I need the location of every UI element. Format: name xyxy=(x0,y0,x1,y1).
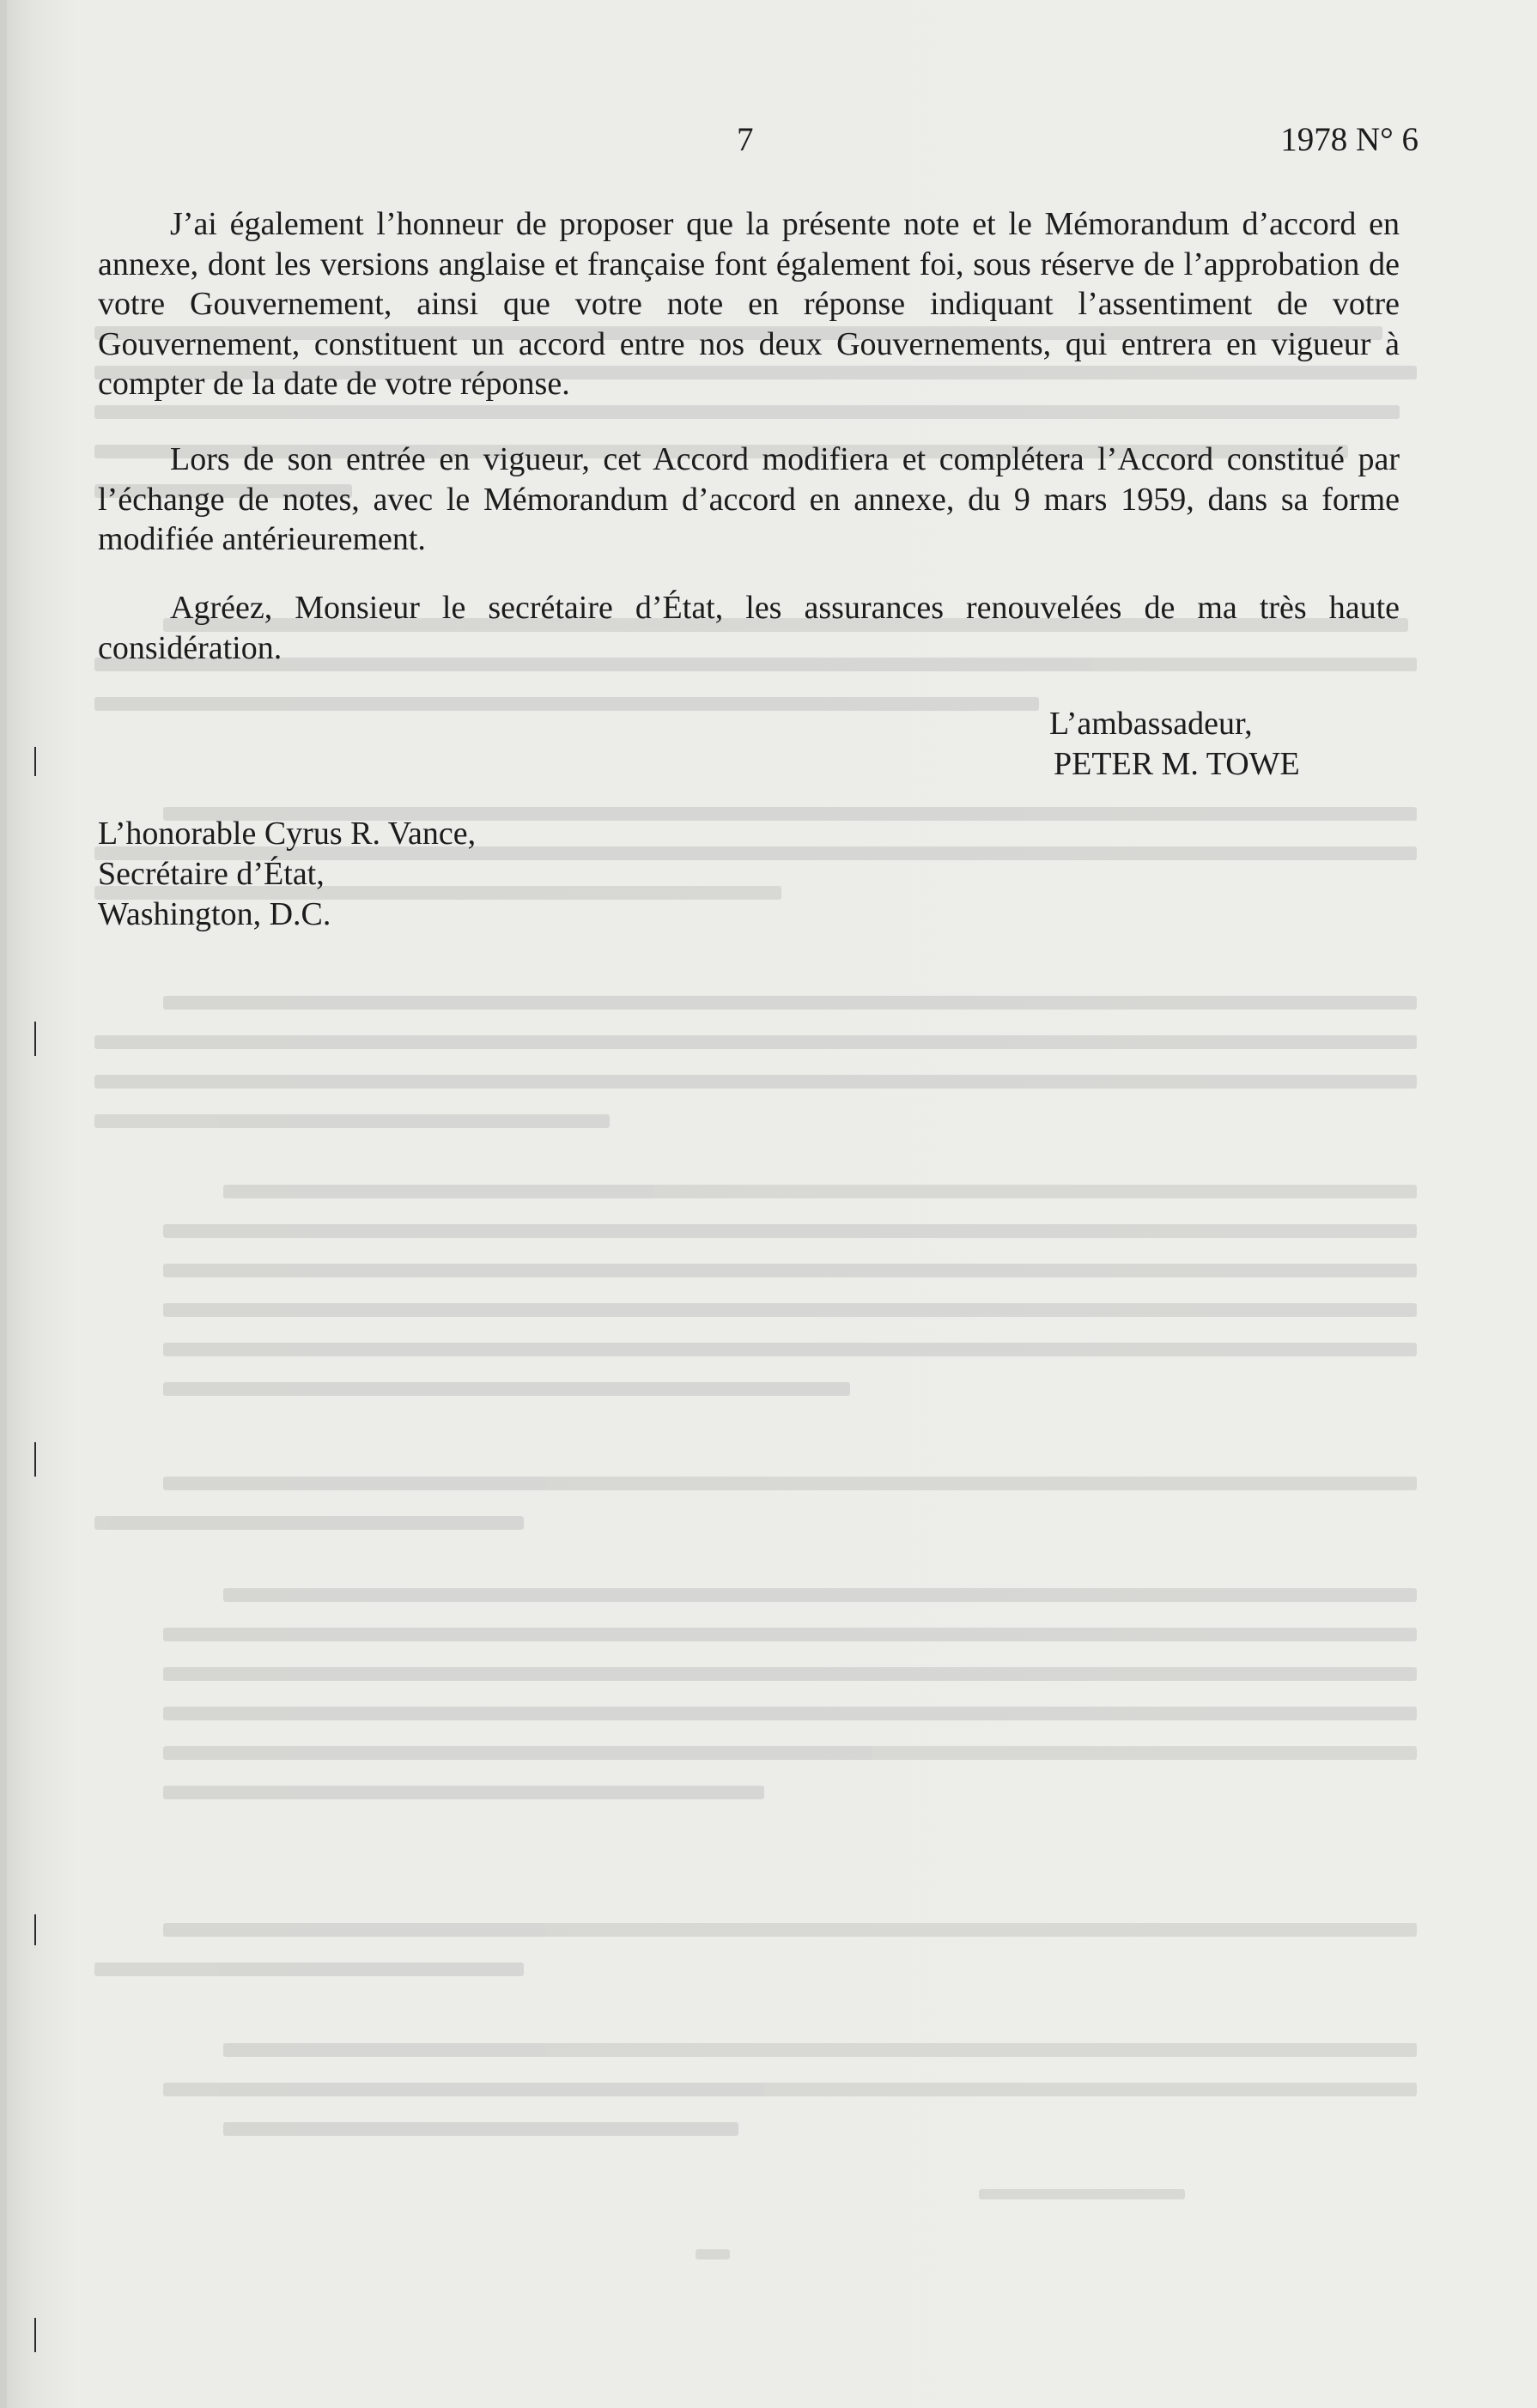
addressee-line: Washington, D.C. xyxy=(98,896,331,932)
binding-mark xyxy=(34,1914,36,1945)
paragraph-text: Lors de son entrée en vigueur, cet Accord modifiera et complétera l’Accord constitué par l’échange de notes, avec le Mémorandum d’accord en annexe, du 9 mars 1959, dans sa forme modifiée antérieurement. xyxy=(98,441,1400,557)
signature-block xyxy=(1049,704,1300,785)
signature-title: L’ambassadeur, xyxy=(1049,706,1253,742)
page-number: 7 xyxy=(737,121,754,158)
addressee-line: L’honorable Cyrus R. Vance, xyxy=(98,816,477,852)
addressee-block xyxy=(98,814,476,935)
body-paragraph-3 xyxy=(98,588,1400,668)
binding-mark xyxy=(34,2318,36,2352)
binding-edge xyxy=(0,0,7,2408)
body-paragraph-1 xyxy=(98,204,1400,404)
page-header xyxy=(96,120,1419,172)
binding-mark xyxy=(34,1442,36,1477)
signature-name: PETER M. TOWE xyxy=(1054,746,1300,782)
body-paragraph-2 xyxy=(98,440,1400,560)
series-reference: 1978 N° 6 xyxy=(1280,121,1419,158)
paragraph-text: Agréez, Monsieur le secrétaire d’État, les assurances renouvelées de ma très haute considération. xyxy=(98,590,1400,666)
addressee-line: Secrétaire d’État, xyxy=(98,856,325,892)
binding-mark xyxy=(34,747,36,776)
paragraph-text: J’ai également l’honneur de proposer que la présente note et le Mémorandum d’accord en annexe, dont les versions anglaise et française font également foi, sous réserve de l’approbation de votre Gouvernement, ainsi que votre note en réponse indiquant l’assentiment de votre Gouvernement, constituent un accord entre nos deux Gouvernements, qui entrera en vigueur à compter de la date de votre réponse. xyxy=(98,206,1400,402)
binding-mark xyxy=(34,1022,36,1056)
